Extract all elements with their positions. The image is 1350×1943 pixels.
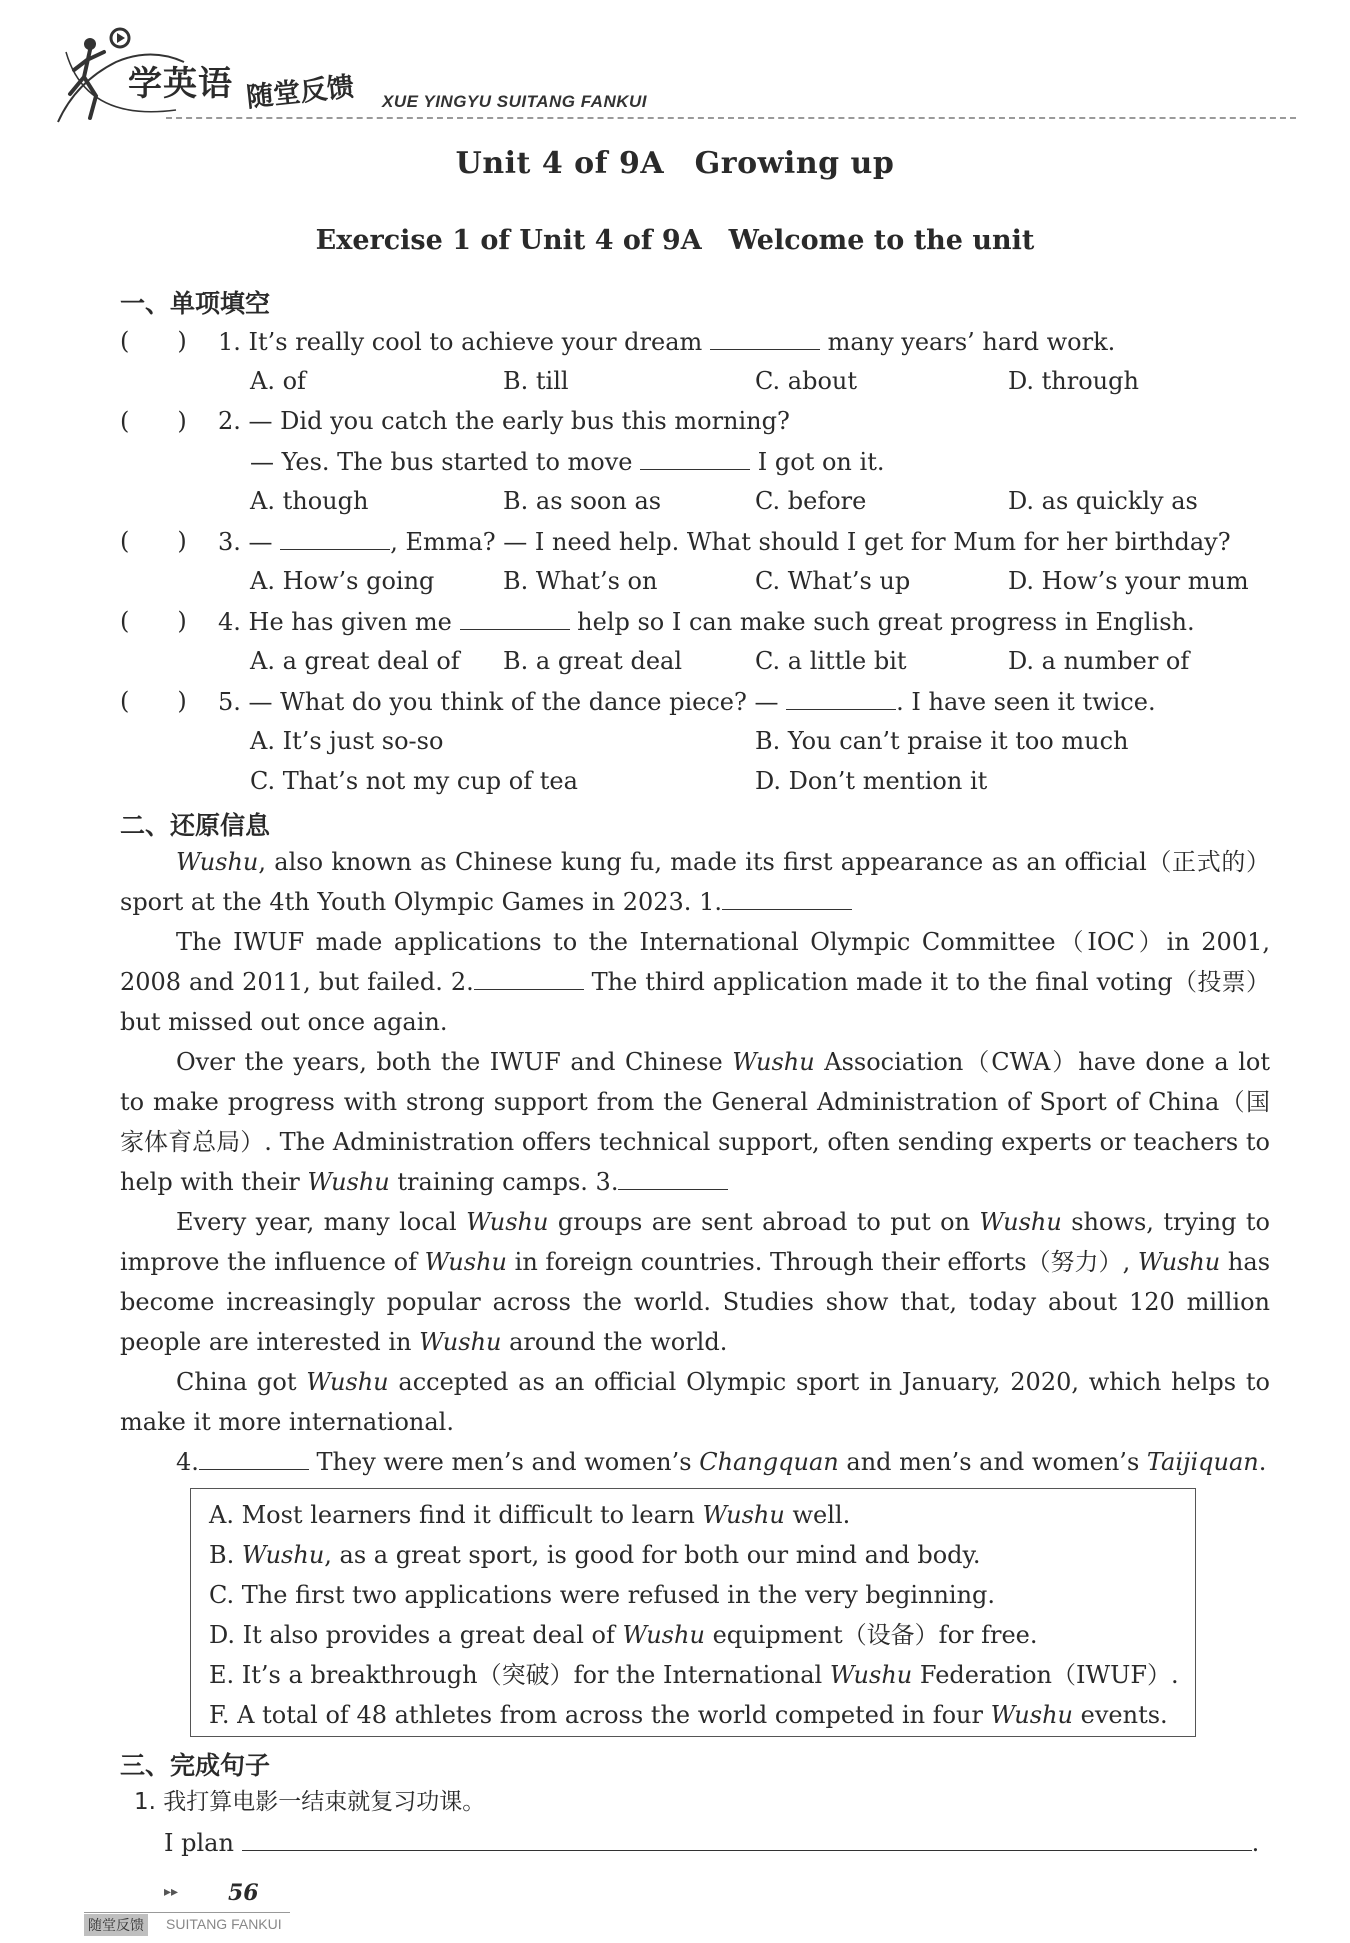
- choice-a: A. Most learners find it difficult to learn Wushu well.: [209, 1501, 851, 1529]
- question-3: 3. — , Emma? — I need help. What should I get for Mum for her birthday?: [218, 525, 1231, 558]
- option: C. a little bit: [755, 647, 907, 675]
- passage-paragraph-5: China got Wushu accepted as an official Olympic sport in January, 2020, which helps to make it more international.: [120, 1368, 1270, 1436]
- double-arrow-icon: ▸▸: [164, 1884, 179, 1900]
- answer-blank[interactable]: [199, 1445, 309, 1470]
- answer-paren: ( ): [120, 607, 187, 635]
- question-1: 1. It’s really cool to achieve your dream many years’ hard work.: [218, 325, 1115, 358]
- choice-c: C. The first two applications were refused in the very beginning.: [209, 1581, 996, 1609]
- answer-blank[interactable]: [722, 885, 852, 910]
- answer-blank[interactable]: [280, 525, 390, 550]
- passage-paragraph-4: Every year, many local Wushu groups are sent abroad to put on Wushu shows, trying to improve the influence of Wushu in foreign countries. Through their efforts（努力）, Wushu has become increasingly popular across the world. Studies show that, today about 120 million people are interested in Wushu around the world.: [120, 1208, 1271, 1356]
- question-4: 4. He has given me help so I can make such great progress in English.: [218, 605, 1195, 638]
- passage-paragraph-3: Over the years, both the IWUF and Chinese Wushu Association（CWA）have done a lot to make progress with strong support from the General Administration of Sport of China（国家体育总局）. The Administration offers technical support, often sending experts or teachers to help with their Wushu training camps. 3.: [120, 1048, 1271, 1196]
- footer-divider: [84, 1912, 290, 1913]
- question-2-reply: — Yes. The bus started to move I got on it.: [250, 445, 884, 478]
- option: B. as soon as: [503, 487, 662, 515]
- answer-blank[interactable]: [618, 1165, 728, 1190]
- footer-tag-en: SUITANG FANKUI: [166, 1916, 282, 1932]
- option: A. of: [250, 367, 306, 395]
- option: C. before: [755, 487, 867, 515]
- choice-e: E. It’s a breakthrough（突破）for the International Wushu Federation（IWUF）.: [209, 1661, 1179, 1689]
- question-5: 5. — What do you think of the dance piece? — . I have seen it twice.: [218, 685, 1156, 718]
- footer-tag-cn: 随堂反馈: [84, 1914, 148, 1936]
- answer-paren: ( ): [120, 527, 187, 555]
- choices-box: [190, 1488, 1196, 1737]
- exercise-title: Exercise 1 of Unit 4 of 9A Welcome to the unit: [315, 225, 1035, 256]
- option: D. Don’t mention it: [755, 767, 988, 795]
- section2-title: 二、还原信息: [120, 811, 271, 840]
- option: C. What’s up: [755, 567, 911, 595]
- header-title-cn: 学英语: [128, 64, 233, 104]
- header-divider: [166, 117, 1296, 119]
- answer-paren: ( ): [120, 407, 187, 435]
- option: A. How’s going: [250, 567, 435, 595]
- answer-blank[interactable]: [460, 605, 570, 630]
- passage-paragraph-2: The IWUF made applications to the International Olympic Committee（IOC）in 2001, 2008 and 2011, but failed. 2. The third application made it to the final voting（投票）but missed out once again.: [120, 928, 1270, 1036]
- answer-paren: ( ): [120, 327, 187, 355]
- option: A. a great deal of: [250, 647, 460, 675]
- choice-d: D. It also provides a great deal of Wushu equipment（设备）for free.: [209, 1621, 1038, 1649]
- passage-paragraph-6: 4. They were men’s and women’s Changquan and men’s and women’s Taijiquan.: [120, 1442, 1270, 1482]
- footer-tag: [84, 1914, 292, 1938]
- section3-title: 三、完成句子: [120, 1751, 271, 1780]
- answer-blank[interactable]: [786, 685, 896, 710]
- unit-title: Unit 4 of 9A Growing up: [455, 146, 895, 181]
- header-subtitle-cn: 随堂反馈: [244, 71, 356, 114]
- option: B. a great deal: [503, 647, 683, 675]
- option: D. through: [1008, 367, 1139, 395]
- option: A. It’s just so-so: [250, 727, 444, 755]
- option: A. though: [250, 487, 369, 515]
- option: B. What’s on: [503, 567, 658, 595]
- answer-blank[interactable]: [710, 325, 820, 350]
- page-number: 56: [228, 1880, 259, 1906]
- option: C. about: [755, 367, 857, 395]
- section1-title: 一、单项填空: [120, 289, 271, 318]
- header-pinyin: XUE YINGYU SUITANG FANKUI: [382, 92, 648, 111]
- option: D. How’s your mum: [1008, 567, 1249, 595]
- option: B. till: [503, 367, 569, 395]
- sentence-1-en: I plan .: [164, 1826, 1259, 1859]
- choice-f: F. A total of 48 athletes from across the world competed in four Wushu events.: [209, 1701, 1168, 1729]
- page-header: [56, 22, 1296, 132]
- answer-blank[interactable]: [474, 965, 584, 990]
- option: D. a number of: [1008, 647, 1190, 675]
- option: D. as quickly as: [1008, 487, 1198, 515]
- answer-blank[interactable]: [242, 1826, 1252, 1851]
- answer-paren: ( ): [120, 687, 187, 715]
- option: C. That’s not my cup of tea: [250, 767, 578, 795]
- question-2: 2. — Did you catch the early bus this morning?: [218, 407, 790, 435]
- option: B. You can’t praise it too much: [755, 727, 1129, 755]
- passage-paragraph-1: Wushu, also known as Chinese kung fu, made its first appearance as an official（正式的）sport at the 4th Youth Olympic Games in 2023. 1.: [120, 848, 1270, 916]
- sentence-1-cn: 1. 我打算电影一结束就复习功课。: [134, 1789, 486, 1815]
- choice-b: B. Wushu, as a great sport, is good for both our mind and body.: [209, 1541, 981, 1569]
- answer-blank[interactable]: [640, 445, 750, 470]
